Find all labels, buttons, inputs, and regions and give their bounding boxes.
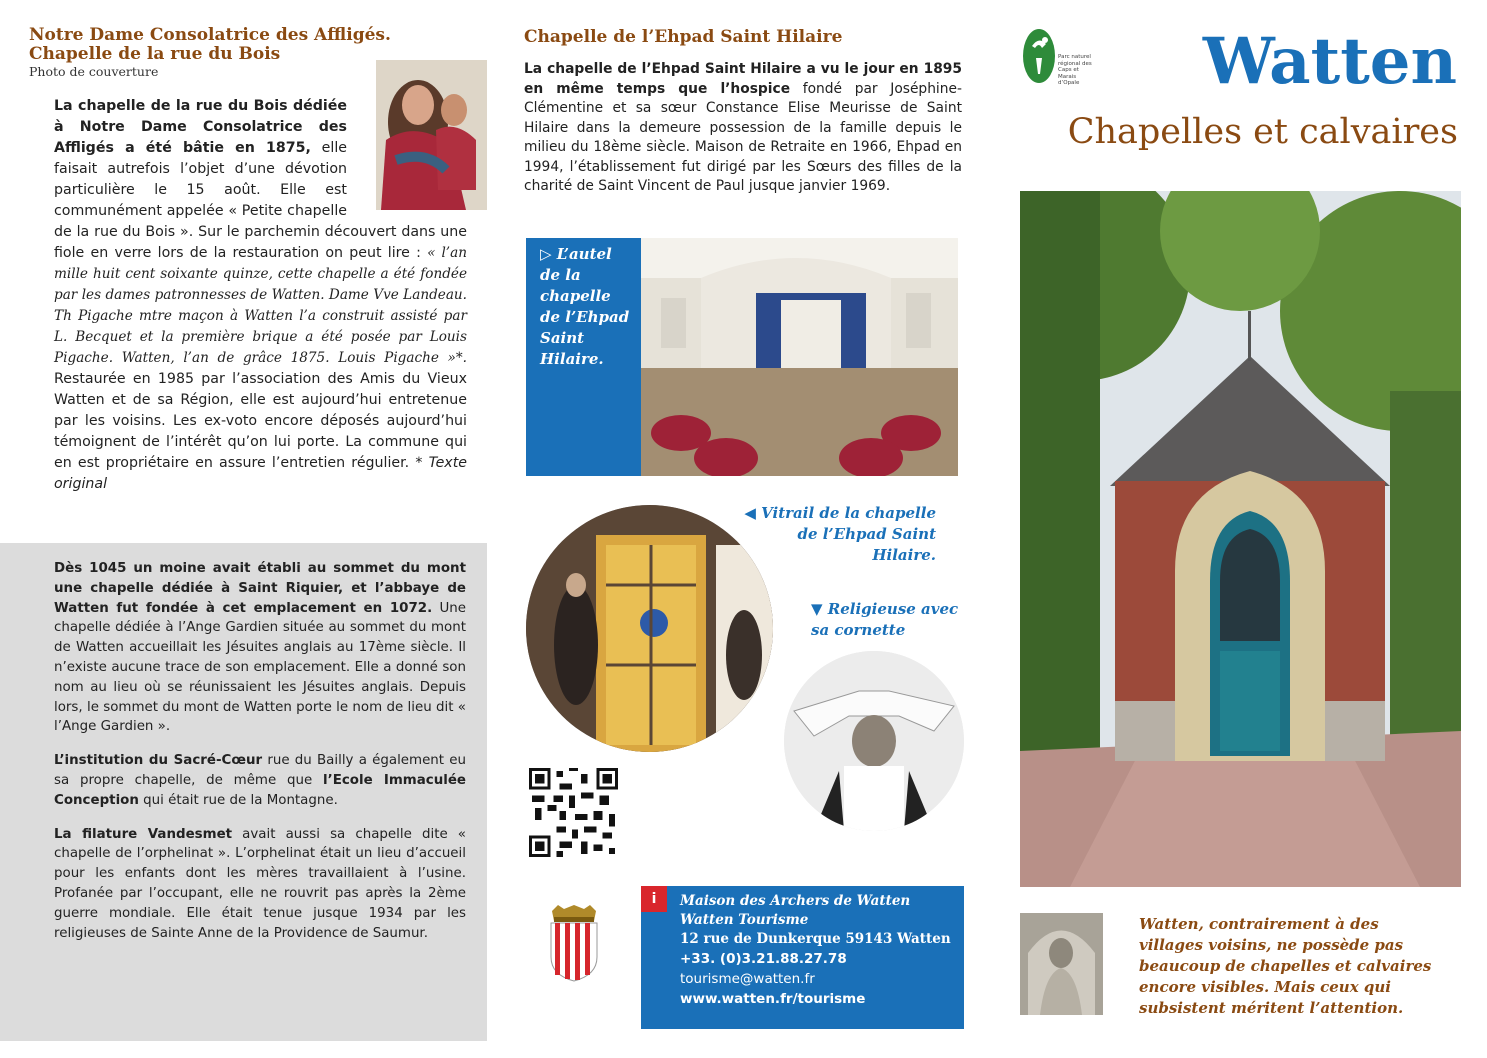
info-line2: Watten Tourisme — [680, 912, 809, 928]
col2-body — [524, 60, 962, 197]
history-p1 — [54, 559, 466, 737]
info-phone[interactable]: +33. (0)3.21.88.27.78 — [680, 951, 847, 967]
info-box — [641, 886, 964, 1029]
autel-caption-box — [526, 238, 641, 476]
parc-logo — [1022, 28, 1092, 108]
photo-float-spacer — [347, 96, 467, 211]
col1-body-bold: La chapelle de la rue du Bois dédiée à Notre Dame Consolatrice des Affligés a été bâtie en 1875, — [54, 98, 347, 156]
history-box — [0, 543, 487, 1041]
history-p1-text: Une chapelle dédiée à l’Ange Gardien située au sommet du mont de Watten accueillait les Jésuites anglais au 17ème siècle. Il n’existe aucune trace de son emplacement. Elle a donné son nom au lieu où se réunissaient les Jésuites anglais. Depuis lors, le sommet du mont de Watten porte le nom de lieu dit « l’Ange Gardien ». — [54, 600, 466, 735]
info-badge: i — [641, 886, 667, 912]
autel-caption-text: L’autel de la chapelle de l’Ehpad Saint Hilaire. — [540, 245, 630, 368]
col1-body — [54, 96, 467, 495]
col2-body-text: fondé par Joséphine-Clémentine et sa sœur Constance Elise Meurisse de Saint Hilaire dans la demeure possession de la famille depuis le milieu du 18ème siècle. Maison de Retraite en 1966, Ehpad en 1994, l’établissement fut dirigé par les Sœurs des filles de la charité de Saint Vincent de Paul jusque janvier 1969. — [524, 80, 962, 194]
coat-of-arms-icon — [548, 905, 600, 985]
col2-body-bold: La chapelle de l’Ehpad Saint Hilaire a vu le jour en 1895 en même temps que l’hospice — [524, 61, 962, 97]
left-arrow-icon: ◀ — [744, 504, 756, 522]
history-p2-bold1: L’institution du Sacré-Cœur — [54, 753, 263, 769]
history-p2 — [54, 751, 466, 810]
religieuse-caption — [811, 599, 961, 641]
play-arrow-icon: ▷ — [540, 245, 552, 263]
history-p2-text2: qui était rue de la Montagne. — [138, 792, 338, 808]
col1-body-quote: « l’an mille huit cent soixante quinze, cette chapelle a été fondée par les dames patronnesses de Watten. Dame Vve Landeau. Th Pigache mtre maçon à Watten l’a construit assisté par L. Becquet et la première brique a été posée par Louis Pigache. Watten, l’an de grâce 1875. Louis Pigache »*. — [54, 245, 467, 366]
statue-photo — [1020, 913, 1103, 1015]
info-email[interactable]: tourisme@watten.fr — [680, 971, 815, 987]
qr-code[interactable] — [529, 768, 618, 857]
col1-title-line1: Notre Dame Consolatrice des Affligés. — [29, 25, 391, 45]
cover-intro-text: Watten, contrairement à des villages voisins, ne possède pas beaucoup de chapelles et calvaires encore visibles. Mais ceux qui subsistent méritent l’attention. — [1139, 915, 1432, 1017]
chapel-photo — [1020, 191, 1461, 887]
col1-photo-caption: Photo de couverture — [29, 64, 159, 79]
info-website[interactable]: www.watten.fr/tourisme — [680, 991, 866, 1007]
col1-body-note: Texte original — [54, 455, 467, 492]
religieuse-caption-text: Religieuse avec sa cornette — [811, 600, 959, 639]
altar-photo — [641, 238, 958, 476]
col1-body-text1: elle faisait autrefois l’objet d’une dévotion particulière le 15 août. Elle est communément appelée « Petite chapelle de la rue du Bois ». Sur le parchemin découvert dans une fiole en verre lors de la restauration on peut lire : — [54, 140, 467, 261]
history-p3-bold: La filature Vandesmet — [54, 826, 233, 842]
vitrail-caption-text: Vitrail de la chapelle de l’Ehpad Saint Hilaire. — [761, 504, 936, 564]
info-line1: Maison des Archers de Watten — [680, 893, 911, 909]
history-p1-bold: Dès 1045 un moine avait établi au sommet du mont une chapelle dédiée à Saint Riquier, et l’abbaye de Watten fut fondée à cet emplacement en 1072. — [54, 561, 466, 616]
history-p2-text1: rue du Bailly a également eu sa propre chapelle, de même que — [54, 753, 466, 788]
religieuse-photo — [784, 651, 964, 831]
history-p3 — [54, 825, 466, 944]
col2-title: Chapelle de l’Ehpad Saint Hilaire — [524, 27, 843, 47]
down-arrow-icon: ▼ — [811, 600, 823, 618]
history-p3-text: avait aussi sa chapelle dite « chapelle de l’orphelinat ». L’orphelinat était un lieu d’accueil pour les enfants dont les mères travaillaient à l’usine. Profanée par l’occupant, elle ne rouvrit pas après la 2ème guerre mondiale. Elle était tenue jusque 1934 par les religieuses de Sainte Anne de la Providence de Saumur. — [54, 826, 466, 941]
vitrail-photo — [526, 505, 773, 752]
col1-title-line2: Chapelle de la rue du Bois — [29, 44, 281, 64]
vitrail-caption — [740, 503, 936, 566]
autel-caption — [540, 244, 633, 370]
history-p2-bold2: l’Ecole Immaculée Conception — [54, 772, 466, 808]
col1-body-text2: Restaurée en 1985 par l’association des Amis du Vieux Watten et de sa Région, elle est aujourd’hui entretenue par les voisins. Les ex-voto encore déposés aujourd’hui témoignent de l’intérêt qu’on lui porte. La commune qui en est propriétaire en assure l’entretien régulier. * — [54, 371, 467, 471]
info-address: 12 rue de Dunkerque 59143 Watten — [680, 931, 951, 947]
cover-subtitle: Chapelles et calvaires — [1067, 112, 1458, 152]
parc-logo-text: Parc naturel régional des Caps et Marais d’Opale — [1058, 54, 1092, 87]
parc-logo-icon — [1022, 28, 1056, 84]
cover-title: Watten — [1202, 24, 1457, 99]
